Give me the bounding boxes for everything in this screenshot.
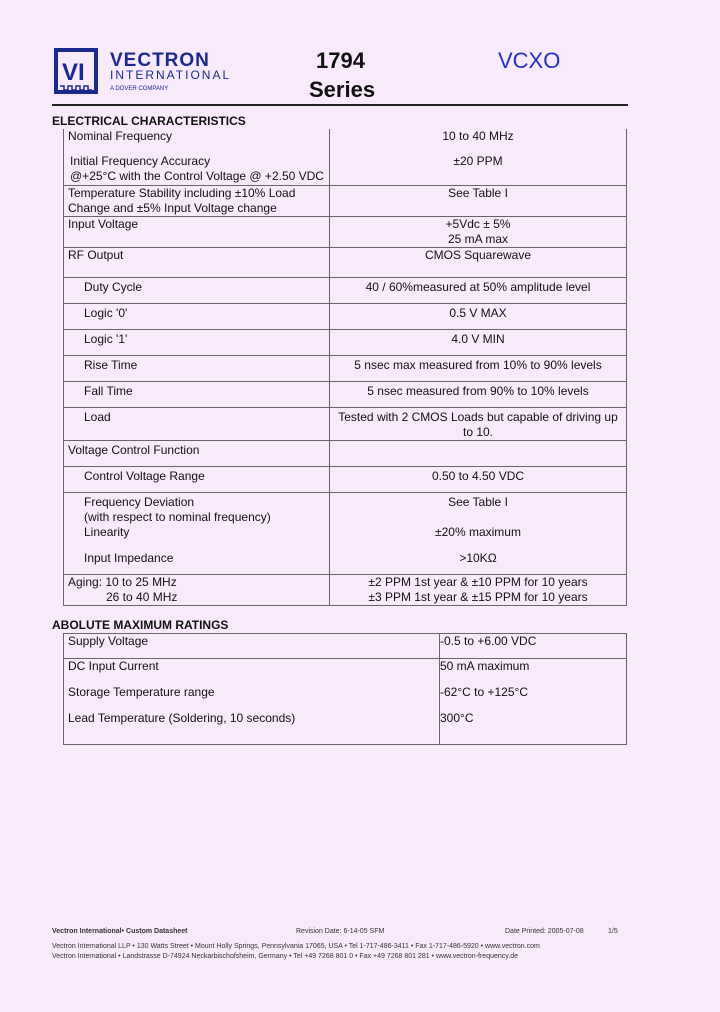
value-cell: See Table I [330,185,627,216]
param-cell: Load [64,407,330,440]
table-row [64,303,627,329]
value-cell: ±2 PPM 1st year & ±10 PPM for 10 years ±3 PPM 1st year & ±15 PPM for 10 years [330,575,627,606]
table-row [64,185,627,216]
value-cell: 50 mA maximum [440,659,627,685]
value-cell: 5 nsec measured from 90% to 10% levels [330,381,627,407]
table-row [64,575,627,606]
table-row [64,711,627,745]
table-row [64,634,627,659]
table-row [64,277,627,303]
absolute-ratings-table [63,633,627,745]
table-row [64,466,627,492]
model-number: 1794 [316,48,365,73]
company-name: VECTRON [110,50,210,71]
table-row [64,407,627,440]
absolute-ratings-title: ABOLUTE MAXIMUM RATINGS [52,618,229,632]
series-label: Series [309,77,376,102]
vectron-logo [54,48,98,94]
table-row [64,329,627,355]
table-row [64,685,627,711]
param-cell: Fall Time [64,381,330,407]
value-cell: 0.5 V MAX [330,303,627,329]
param-cell: DC Input Current [64,659,440,685]
param-cell: Duty Cycle [64,277,330,303]
value-cell: 0.50 to 4.50 VDC [330,466,627,492]
footer-printed: Date Printed: 2005-07-08 [505,928,584,935]
param-cell: Logic '1' [64,329,330,355]
param-cell: Lead Temperature (Soldering, 10 seconds) [64,711,440,745]
value-cell: CMOS Squarewave [330,247,627,277]
param-cell: Linearity [64,525,330,551]
value-cell: See Table I [330,492,627,525]
param-cell: RF Output [64,247,330,277]
value-cell: 300°C [440,711,627,745]
electrical-characteristics-title: ELECTRICAL CHARACTERISTICS [52,114,246,128]
param-cell: Input Voltage [64,216,330,247]
footer-address-de: Vectron International • Landstrasse D-74924 Neckarbischofsheim, Germany • Tel +49 7268 801 0 • Fax +49 7268 801 281 • www.vectron-frequency.de [52,953,518,960]
value-cell: ±20 PPM [330,151,627,185]
value-cell: ±20% maximum [330,525,627,551]
table-row [64,247,627,277]
param-cell: Storage Temperature range [64,685,440,711]
value-cell: +5Vdc ± 5% 25 mA max [330,216,627,247]
electrical-table [63,129,627,606]
table-row [64,525,627,551]
value-cell: Tested with 2 CMOS Loads but capable of driving up to 10. [330,407,627,440]
param-cell: Supply Voltage [64,634,440,659]
param-cell: Rise Time [64,355,330,381]
param-cell: Initial Frequency Accuracy @+25°C with the Control Voltage @ +2.50 VDC [64,151,330,185]
company-tagline: A DOVER COMPANY [110,86,169,92]
param-cell: Input Impedance [64,551,330,575]
table-row [64,659,627,685]
table-row [64,492,627,525]
product-type: VCXO [498,48,561,73]
value-cell: >10KΩ [330,551,627,575]
header-divider [52,104,628,106]
footer-page: 1/5 [608,928,618,935]
table-row [64,355,627,381]
table-row [64,151,627,185]
table-row [64,216,627,247]
value-cell: -62°C to +125°C [440,685,627,711]
value-cell: 4.0 V MIN [330,329,627,355]
param-cell: Frequency Deviation (with respect to nominal frequency) [64,492,330,525]
value-cell: 5 nsec max measured from 10% to 90% levels [330,355,627,381]
param-cell: Logic '0' [64,303,330,329]
value-cell: 10 to 40 MHz [330,129,627,151]
footer-address-us: Vectron International LLP • 130 Watts Street • Mount Holly Springs, Pennsylvania 17065, USA • Tel 1-717-486-3411 • Fax 1-717-486-5920 • www.vectron.com [52,943,540,950]
value-cell: -0.5 to +6.00 VDC [440,634,627,659]
param-cell: Nominal Frequency [64,129,330,151]
param-cell: Voltage Control Function [64,440,330,466]
table-row [64,381,627,407]
param-cell: Aging: 10 to 25 MHz 26 to 40 MHz [64,575,330,606]
table-row [64,440,627,466]
footer-revision: Revision Date: 6-14-05 SFM [296,928,385,935]
param-cell: Temperature Stability including ±10% Load Change and ±5% Input Voltage change [64,185,330,216]
value-cell: 40 / 60%measured at 50% amplitude level [330,277,627,303]
svg-text:VI: VI [62,59,85,86]
param-cell: Control Voltage Range [64,466,330,492]
company-subtitle: INTERNATIONAL [110,68,232,82]
value-cell [330,440,627,466]
table-row [64,551,627,575]
footer-doc-type: Vectron International• Custom Datasheet [52,928,188,935]
table-row [64,129,627,151]
